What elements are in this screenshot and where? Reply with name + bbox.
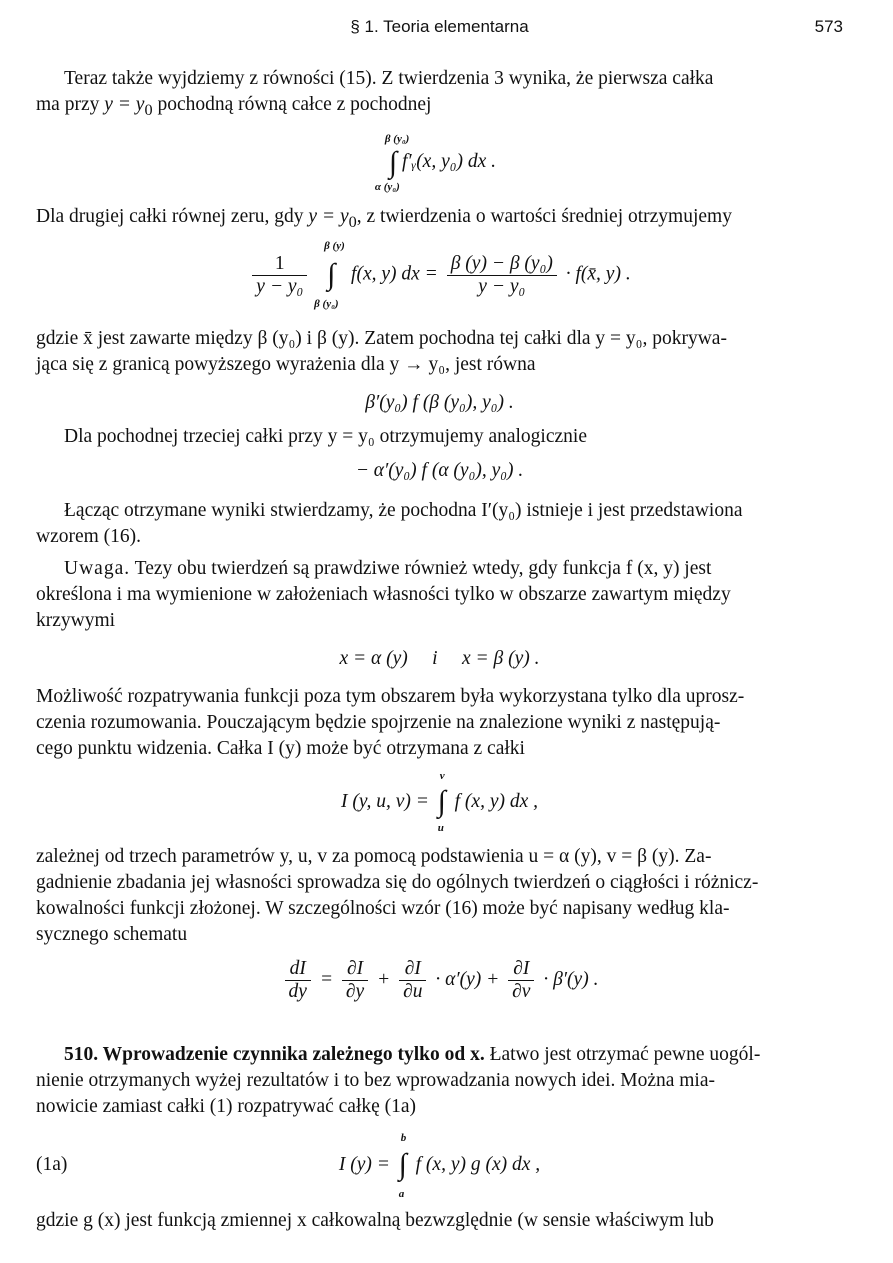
text-line: sycznego schematu xyxy=(36,924,188,945)
paragraph-2 xyxy=(36,204,843,235)
equation-8: (1a) I (y) = b ∫ a f (x, y) g (x) dx , xyxy=(36,1132,541,1200)
equation-4: − α′(y₀) f (α (y₀), y₀) . xyxy=(355,460,524,481)
equation-5: x = α (y) i x = β (y) . xyxy=(339,648,540,669)
page-header xyxy=(36,14,843,40)
text-line: określona i ma wymienione w założeniach własności tylko w obszarze zawartym między xyxy=(36,584,731,605)
paragraph-7 xyxy=(36,684,843,762)
paragraph-3 xyxy=(36,326,843,378)
fraction: $\frac{\text{β (y) − β (y₀)}}{\text{y − y₀}}$ xyxy=(447,253,557,298)
paragraph-4 xyxy=(36,424,843,450)
text-line: czenia rozumowania. Pouczającym będzie spojrzenie na znalezione wyniki z następują- xyxy=(36,712,721,733)
paragraph-1 xyxy=(36,66,843,123)
running-head: § 1. Teoria elementarna xyxy=(350,17,529,36)
text-line: zależnej od trzech parametrów y, u, v za pomocą podstawienia u = α (y), v = β (y). Za- xyxy=(36,846,712,867)
equation-2: $\frac{1}{\text{y − y₀}}$ β (y) ∫ β (y₀) f(x, y) dx = $\frac{\text{β (y) − β (y₀)}}{\text{y − y₀}}$ · f(x̄, y) . xyxy=(36,240,843,310)
text-line: Teraz także wyjdziemy z równości (15). Z twierdzenia 3 wynika, że pierwsza całka xyxy=(64,68,714,89)
text-line: cego punktu widzenia. Całka I (y) może być otrzymana z całki xyxy=(36,738,525,759)
text-line: wzorem (16). xyxy=(36,526,142,547)
text-line: nowicie zamiast całki (1) rozpatrywać całkę (1a) xyxy=(36,1096,417,1117)
text-line: Łącząc otrzymane wyniki stwierdzamy, że pochodna I′(y₀) istnieje i jest przedstawiona xyxy=(64,500,743,521)
page-number: 573 xyxy=(814,17,843,36)
text-line: gdzie x̄ jest zawarte między β (y₀) i β (y). Zatem pochodna tej całki dla y = y₀, pokrywa- xyxy=(36,328,727,349)
paragraph-uwaga xyxy=(36,556,843,634)
text-line: krzywymi xyxy=(36,610,116,631)
text-line: Uwaga. Tezy obu twierdzeń są prawdziwe również wtedy, gdy funkcja f (x, y) jest xyxy=(64,558,712,579)
section-510 xyxy=(36,1042,843,1120)
text-line: gadnienie zbadania jej własności sprowadza się do ogólnych twierdzeń o ciągłości i różnicz- xyxy=(36,872,759,893)
text-line: Możliwość rozpatrywania funkcji poza tym obszarem była wykorzystana tylko dla uprosz- xyxy=(36,686,745,707)
text-line: kowalności funkcji złożonej. W szczególności wzór (16) może być napisany według kla- xyxy=(36,898,730,919)
text-line: 510. Wprowadzenie czynnika zależnego tylko od x. Łatwo jest otrzymać pewne uogól- xyxy=(64,1044,761,1065)
text-line: nienie otrzymanych wyżej rezultatów i to bez wprowadzania nowych idei. Można mia- xyxy=(36,1070,715,1091)
text-line: Dla drugiej całki równej zeru, gdy $y = y_0$, z twierdzenia o wartości średniej otrzymujemy xyxy=(36,206,732,231)
equation-7: $\frac{dI}{dy}$ = $\frac{\partial I}{\partial y}$ + $\frac{\partial I}{\partial u}$ · α′(y) + $\frac{\partial I}{\partial v}$ · β′(y) . xyxy=(36,958,843,1014)
equation-label: (1a) xyxy=(36,1154,68,1175)
section-title: 510. Wprowadzenie czynnika zależnego tylko od x. xyxy=(64,1044,485,1065)
equation-6: I (y, u, v) = v ∫ u f (x, y) dx , xyxy=(341,770,538,834)
text-line: gdzie g (x) jest funkcją zmiennej x całkowalną bezwzględnie (w sensie właściwym lub xyxy=(36,1210,714,1231)
fraction: $\frac{1}{\text{y − y₀}}$ xyxy=(252,253,307,298)
text-line: jąca się z granicą powyższego wyrażenia dla y → y₀, jest równa xyxy=(36,354,536,375)
paragraph-8 xyxy=(36,844,843,948)
uwaga-heading: Uwaga. xyxy=(64,558,131,579)
equation-1: β (y₀) ∫ α (y₀) f′ᵧ(x, y₀) dx . xyxy=(374,132,497,193)
equation-3: β′(y₀) f (β (y₀), y₀) . xyxy=(365,392,514,413)
paragraph-5 xyxy=(36,498,843,550)
text-line: ma przy $y = y_0$ pochodną równą całce z pochodnej xyxy=(36,94,432,119)
text-line: Dla pochodnej trzeciej całki przy y = y₀ otrzymujemy analogicznie xyxy=(64,426,587,447)
last-line xyxy=(36,1208,843,1234)
page xyxy=(36,0,843,1263)
